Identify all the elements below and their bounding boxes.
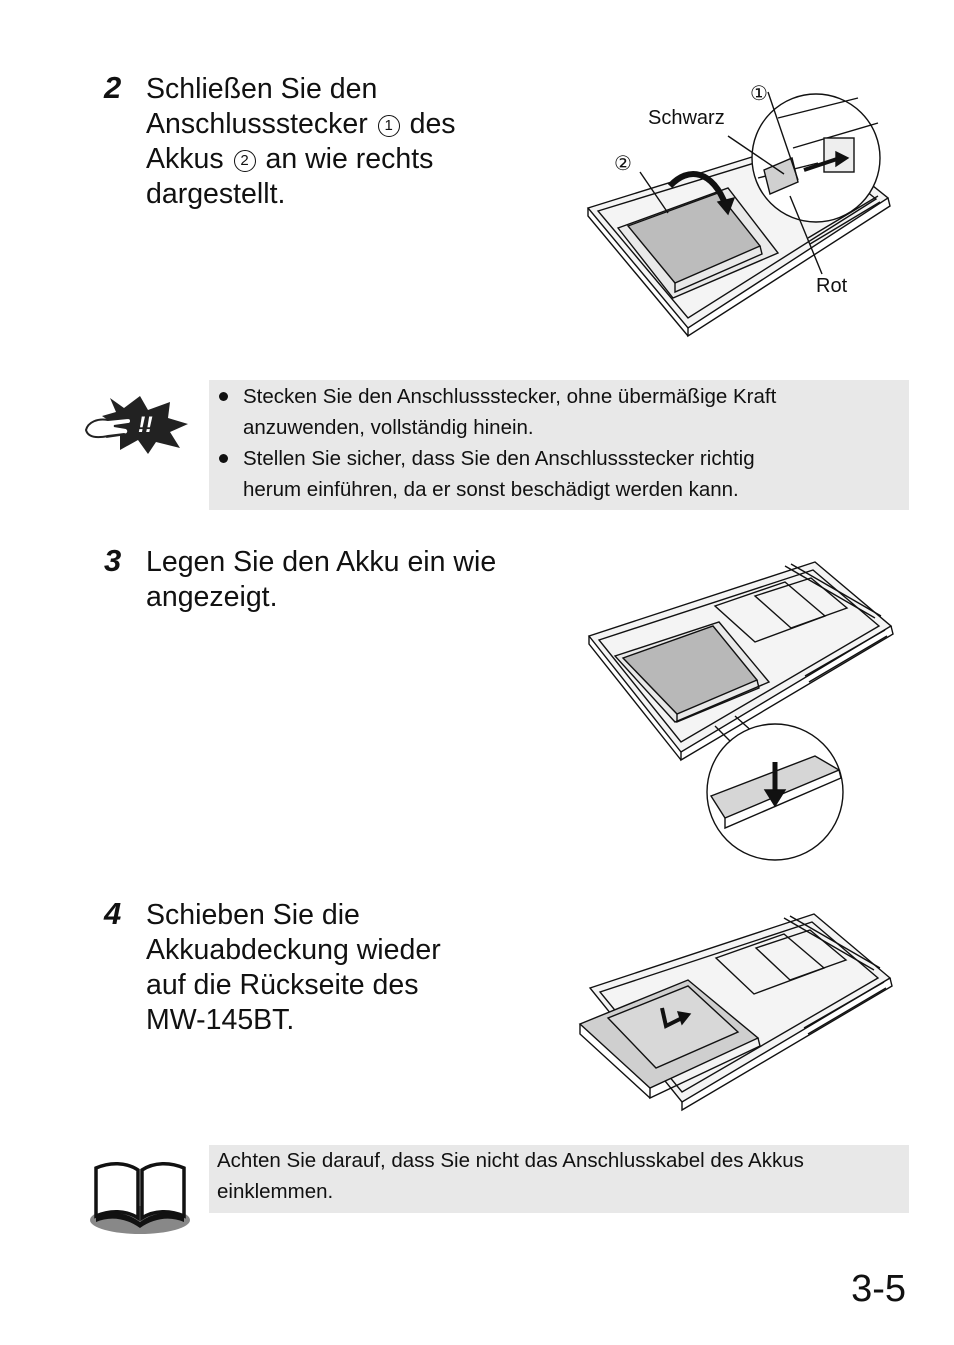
figure-marker-2: ② (614, 153, 632, 175)
callout-marker-2: 2 (234, 150, 256, 172)
step-instruction: Schließen Sie den Anschlussstecker 1 des Akkus 2 an wie rechts dargestellt. (146, 73, 456, 210)
svg-text:!!: !! (138, 412, 153, 437)
callout-marker-1: 1 (378, 115, 400, 137)
step-number: 4 (104, 896, 122, 931)
caution-bullet: Stellen Sie sicher, dass Sie den Anschlussstecker richtig herum einführen, da er sonst beschädigt werden kann. (209, 443, 909, 505)
figure-marker-1: ① (750, 83, 768, 105)
memo-note: Achten Sie darauf, dass Sie nicht das Anschlusskabel des Akkus einklemmen. (209, 1145, 909, 1213)
step-number: 2 (104, 70, 122, 105)
label-red: Rot (816, 275, 848, 297)
step-instruction: Schieben Sie die Akkuabdeckung wieder auf die Rückseite des MW-145BT. (146, 899, 441, 1036)
figure-insert-battery-illustration (585, 556, 897, 866)
step-number: 3 (104, 543, 122, 578)
caution-bullet: Stecken Sie den Anschlussstecker, ohne übermäßige Kraft anzuwenden, vollständig hinein. (209, 381, 909, 443)
book-icon (88, 1156, 192, 1236)
figure-connector-illustration (578, 78, 898, 338)
page-number: 3-5 (851, 1268, 906, 1310)
step-instruction: Legen Sie den Akku ein wie angezeigt. (146, 546, 497, 613)
label-black: Schwarz (648, 107, 725, 129)
caution-note (209, 380, 909, 510)
caution-icon (84, 394, 190, 454)
figure-replace-cover-illustration (578, 908, 896, 1114)
